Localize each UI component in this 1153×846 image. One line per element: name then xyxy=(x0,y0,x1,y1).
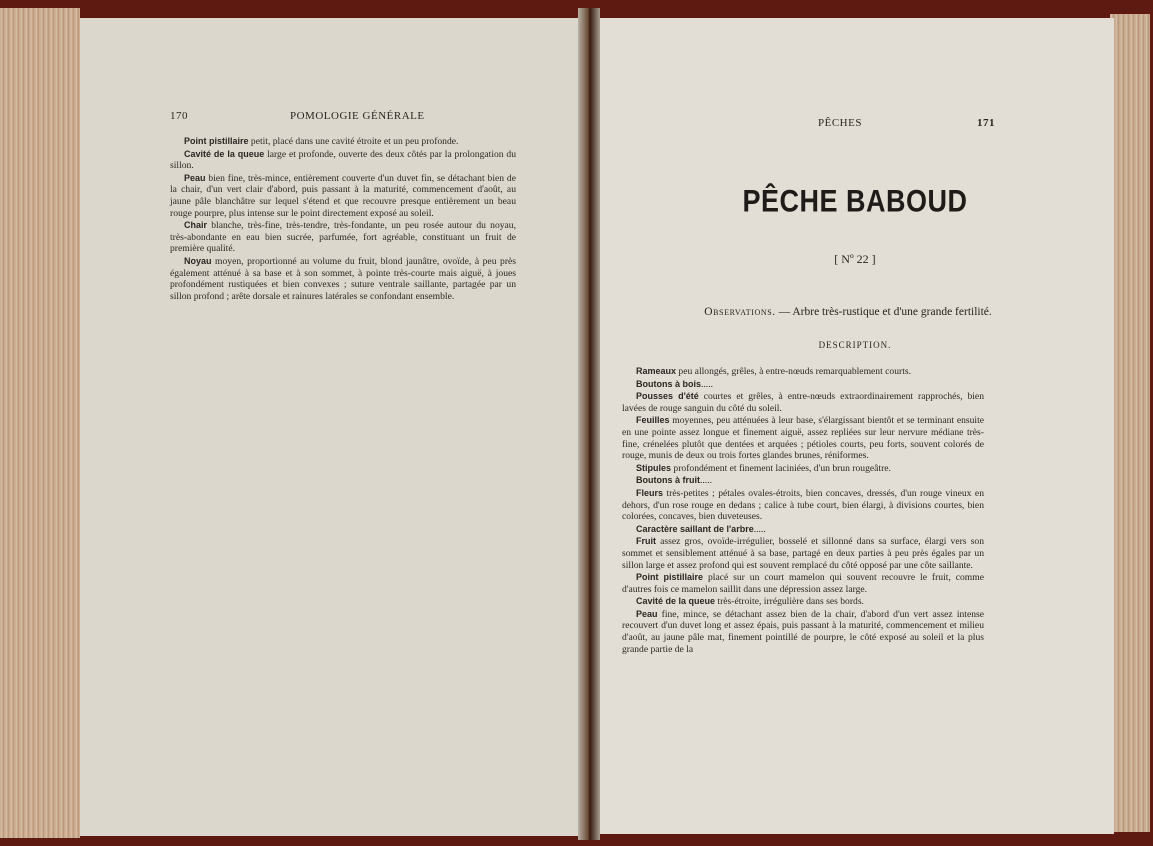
paragraph xyxy=(622,391,984,414)
paragraph-term: Noyau xyxy=(184,255,212,266)
article-title: PÊCHE BABOUD xyxy=(742,183,968,219)
right-page-number: 171 xyxy=(977,117,995,129)
page-edges-left xyxy=(0,8,80,838)
paragraph-term: Pousses d'été xyxy=(636,391,699,402)
paragraph-term: Point pistillaire xyxy=(184,136,249,146)
paragraph-term: Peau xyxy=(184,172,206,183)
paragraph-text: petit, placé dans une cavité étroite et un peu profonde. xyxy=(248,136,459,147)
paragraph-term: Caractère saillant de l'arbre xyxy=(636,523,754,534)
paragraph-text: peu allongés, grêles, à entre-nœuds remarquablement courts. xyxy=(676,366,911,377)
left-text-column xyxy=(170,136,516,303)
paragraph xyxy=(622,488,984,523)
paragraph-text: large et profonde, ouverte des deux côtés par la prolongation du sillon. xyxy=(170,148,516,172)
paragraph-term: Feuilles xyxy=(636,415,670,426)
left-running-head: POMOLOGIE GÉNÉRALE xyxy=(290,110,425,122)
paragraph-text: assez gros, ovoïde-irrégulier, bosselé et sillonné dans sa surface, élargi vers son sommet et sensiblement atténué à sa base, partagé en deux parties à peu près égales par un sillon large et assez profond qui est souvent remplacé du côté opposé par une côte saillante. xyxy=(622,536,984,571)
variety-number: [ Nº 22 ] xyxy=(834,252,876,266)
paragraph-term: Chair xyxy=(184,220,208,231)
paragraph-term: Stipules xyxy=(636,462,672,473)
paragraph-text: fine, mince, se détachant assez bien de la chair, d'abord d'un vert assez intense recouvert d'un duvet long et assez épais, puis passant à la maturité, commencement et milieu d'août, au jaune pâle mat, finement pointillé de pourpre, le côté exposé au soleil et la plus grande partie de la xyxy=(622,608,984,655)
paragraph xyxy=(622,524,984,536)
paragraph-term: Boutons à bois xyxy=(636,378,701,389)
paragraph xyxy=(622,366,984,378)
paragraph-text: ..... xyxy=(753,523,766,535)
paragraph-term: Boutons à fruit xyxy=(636,475,700,486)
paragraph-term: Point pistillaire xyxy=(636,572,704,583)
description-heading: DESCRIPTION. xyxy=(818,340,892,350)
paragraph xyxy=(170,173,516,219)
paragraph xyxy=(622,475,984,487)
paragraph xyxy=(622,572,984,595)
paragraph-text: profondément et finement laciniées, d'un brun rougeâtre. xyxy=(671,462,891,474)
left-page-number: 170 xyxy=(170,110,188,122)
paragraph xyxy=(622,596,984,608)
paragraph xyxy=(170,220,516,255)
paragraph-text: courtes et grêles, à entre-nœuds extraordinairement rapprochés, bien lavées de rouge sanguin du côté du soleil. xyxy=(622,391,984,414)
paragraph xyxy=(170,256,516,302)
observations-text: — Arbre très-rustique et d'une grande fertilité. xyxy=(775,306,992,318)
paragraph-text: moyen, proportionné au volume du fruit, blond jaunâtre, ovoïde, à peu près également atténué à sa base et à son sommet, à pointe très-courte mais aiguë, à joues profondément rustiquées et bien convexes ; suture ventrale saillante, partagée par un sillon profond ; arête dorsale et rainures latérales se confondant ensemble. xyxy=(170,255,516,302)
observations-line xyxy=(628,306,1068,318)
paragraph-term: Fleurs xyxy=(636,487,664,498)
paragraph-text: très-petites ; pétales ovales-étroits, bien concaves, dressés, d'un rouge vineux en dehors, d'un rose rouge en dedans ; calice à tube court, bien élargi, à divisions courtes, bien colorées, concaves, bien duveteuses. xyxy=(622,487,984,523)
paragraph xyxy=(622,609,984,655)
paragraph-term: Rameaux xyxy=(636,366,677,376)
paragraph xyxy=(622,536,984,571)
observations-label: Observations. xyxy=(704,306,776,318)
paragraph-text: bien fine, très-mince, entièrement couverte d'un duvet fin, se détachant bien de la chair, d'un vert clair d'abord, puis passant à la maturité, commencement d'août, au jaune pâle blanchâtre sur lequel s'étend et que recouvre presque entièrement un beau rouge pourpre, plus intense sur le point directement exposé au soleil. xyxy=(170,172,516,219)
paragraph-text: placé sur un court mamelon qui souvent recouvre le fruit, comme d'autres fois ce mamelon saillit dans une dépression assez large. xyxy=(622,572,984,595)
page-edges-right xyxy=(1110,14,1150,832)
paragraph-term: Fruit xyxy=(636,536,656,547)
paragraph xyxy=(170,136,516,148)
paragraph-text: ..... xyxy=(700,475,712,487)
paragraph xyxy=(622,415,984,461)
paragraph-text: ..... xyxy=(701,378,713,390)
paragraph xyxy=(170,149,516,172)
right-text-column xyxy=(622,366,984,656)
paragraph-term: Cavité de la queue xyxy=(636,596,716,607)
book-gutter xyxy=(578,8,600,840)
paragraph-term: Peau xyxy=(636,608,658,619)
paragraph xyxy=(622,463,984,475)
paragraph-text: moyennes, peu atténuées à leur base, s'élargissant bientôt et se terminant ensuite en une pointe assez longue et finement aiguë, assez repliées sur leur nervure médiane très-fine, crénelées plutôt que dentées et arquées ; pétioles courts, peu forts, souvent colorés de rouge, munis de deux ou trois fortes glandes brunes, réniformes. xyxy=(622,415,984,462)
paragraph xyxy=(622,379,984,391)
paragraph-text: blanche, très-fine, très-tendre, très-fondante, un peu rosée autour du noyau, très-abondante en eau bien sucrée, parfumée, fort agréable, constituant un fruit de première qualité. xyxy=(170,220,516,255)
right-running-head: PÊCHES xyxy=(818,117,862,129)
paragraph-term: Cavité de la queue xyxy=(184,148,265,159)
paragraph-text: très-étroite, irrégulière dans ses bords. xyxy=(715,596,864,608)
